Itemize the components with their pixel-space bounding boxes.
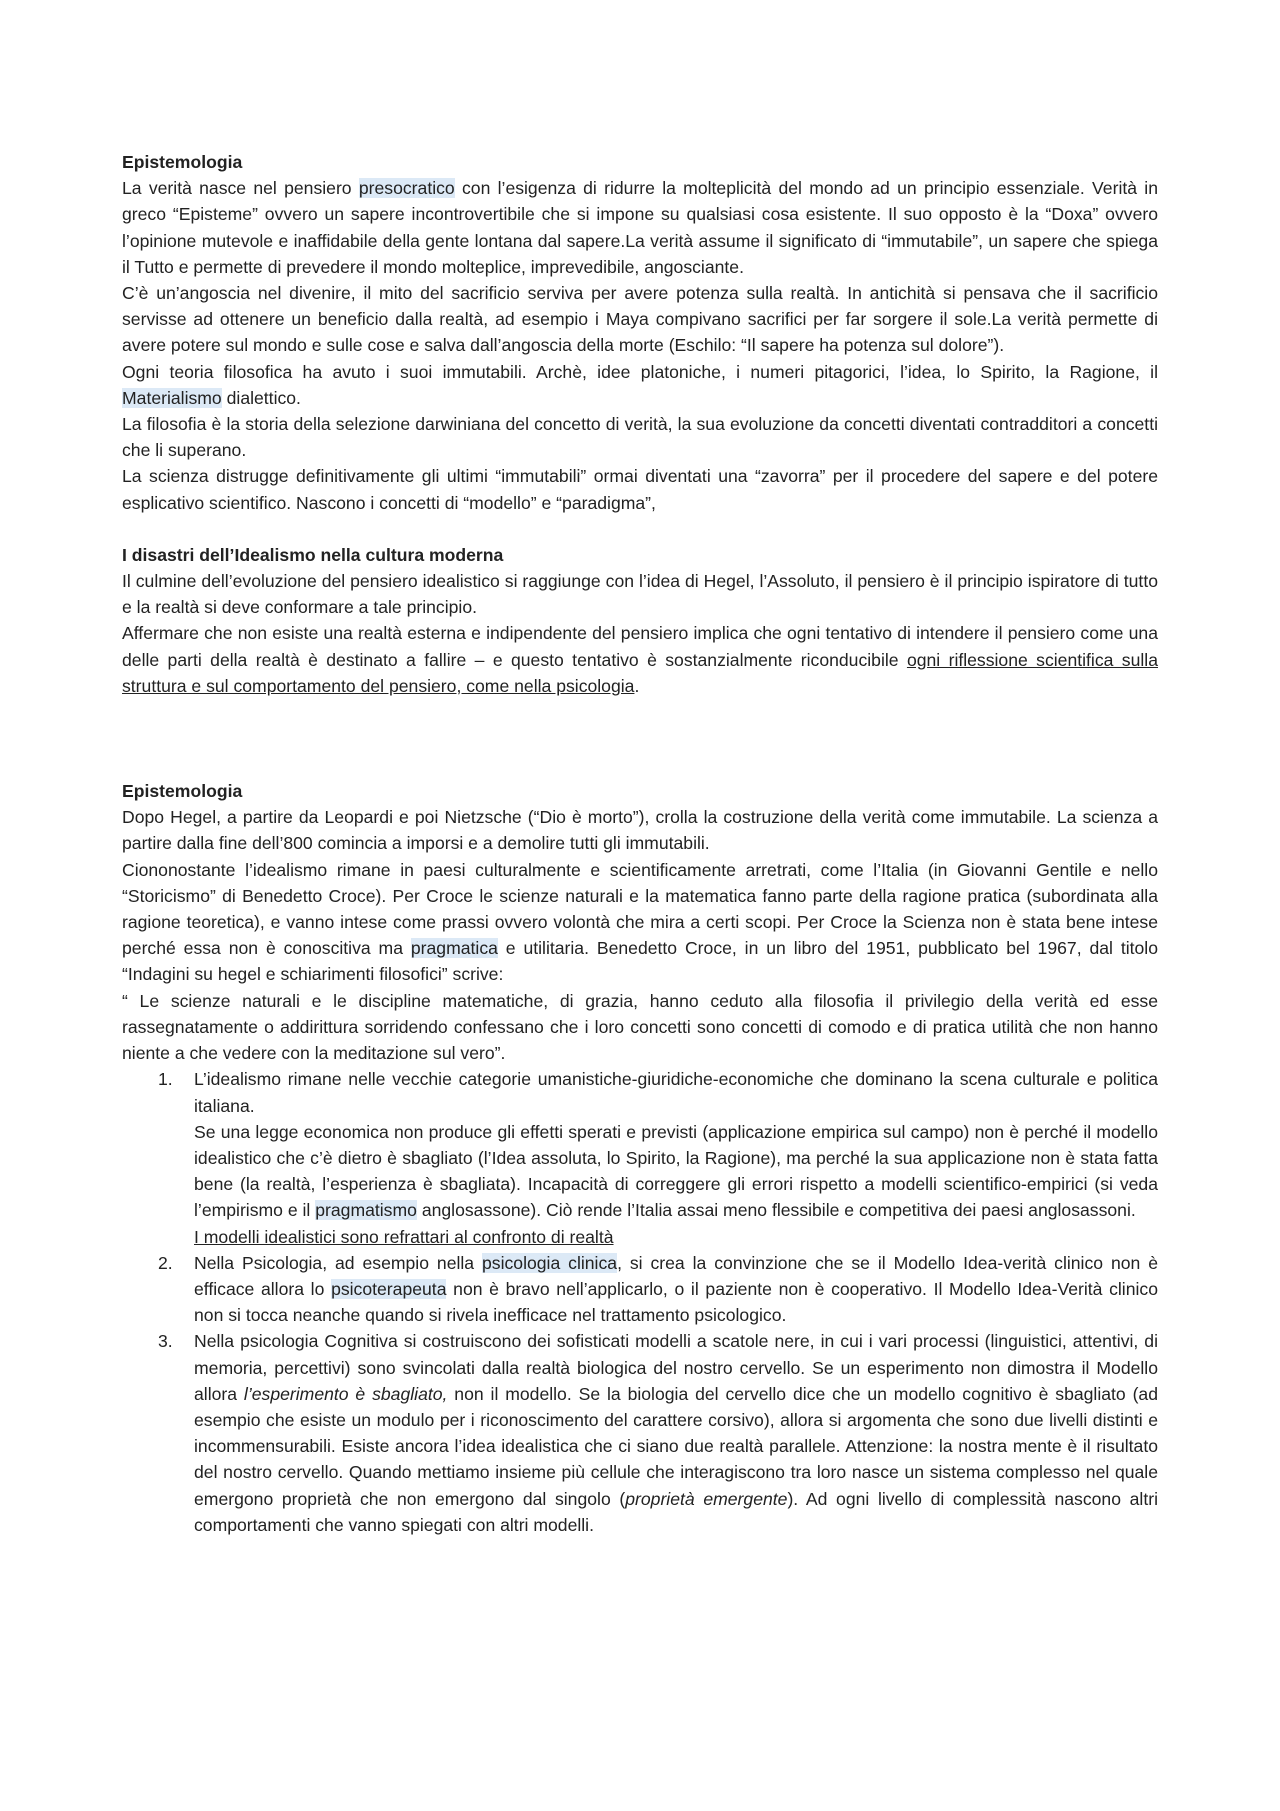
list-number: 3. bbox=[158, 1331, 173, 1352]
list-item-text: L’idealismo rimane nelle vecchie categorie umanistiche-giuridiche-economiche che dominano la scena culturale e politica italiana. bbox=[194, 1069, 1158, 1116]
highlight: psicologia clinica bbox=[482, 1252, 618, 1273]
section-heading-epistemologia-1: Epistemologia bbox=[122, 152, 243, 172]
text: dialettico. bbox=[221, 387, 301, 408]
text: non il modello. Se la biologia del cervello dice che un modello cognitivo è sbagliato (ad esempio che esiste un modulo per i riconoscimento del carattere corsivo), allora si argomenta che sono due livelli distinti e incommensurabili. Esiste ancora l’idea idealistica che ci siano due realtà parallele. Attenzione: la nostra mente è il risultato del nostro cervello. Quando mettiamo insieme più cellule che interagiscono tra loro nasce un sistema complesso nel quale emergono proprietà che non emergono dal singolo ( bbox=[194, 1383, 1159, 1509]
list-number: 1. bbox=[158, 1069, 173, 1090]
list-item-text bbox=[194, 1119, 1158, 1224]
paragraph bbox=[122, 857, 1158, 988]
text: Ogni teoria filosofica ha avuto i suoi immutabili. Archè, idee platoniche, i numeri pitagorici, l’idea, lo Spirito, la Ragione, il bbox=[122, 361, 1158, 382]
numbered-list bbox=[122, 1066, 1158, 1538]
paragraph: Il culmine dell’evoluzione del pensiero idealistico si raggiunge con l’idea di Hegel, l’Assoluto, il pensiero è il principio ispiratore di tutto e la realtà si deve conformare a tale principio. bbox=[122, 571, 1158, 618]
underlined-text: I modelli idealistici sono refrattari al confronto di realtà bbox=[194, 1226, 614, 1247]
spacer bbox=[122, 699, 1158, 778]
highlight: presocratico bbox=[358, 178, 455, 199]
text: . bbox=[634, 675, 640, 696]
paragraph: La filosofia è la storia della selezione darwiniana del concetto di verità, la sua evoluzione da concetti diventati contradditori a concetti che li superano. bbox=[122, 414, 1158, 461]
document-body bbox=[122, 149, 1158, 1538]
paragraph: Dopo Hegel, a partire da Leopardi e poi Nietzsche (“Dio è morto”), crolla la costruzione della verità come immutabile. La scienza a partire dalla fine dell’800 comincia a imporsi e a demolire tutti gli immutabili. bbox=[122, 807, 1158, 854]
paragraph: C’è un’angoscia nel divenire, il mito del sacrificio serviva per avere potenza sulla realtà. In antichità si pensava che il sacrificio servisse ad ottenere un beneficio dalla realtà, ad esempio i Maya compivano sacrifici per far sorgere il sole.La verità permette di avere potere sul mondo e sulle cose e salva dall’angoscia della morte (Eschilo: “Il sapere ha potenza sul dolore”). bbox=[122, 283, 1158, 356]
highlight: pragmatismo bbox=[315, 1200, 417, 1221]
text: ). Ad ogni livello di complessità nascono altri comportamenti che vanno spiegati con altri modelli. bbox=[194, 1488, 1158, 1535]
list-number: 2. bbox=[158, 1252, 173, 1273]
section-heading-idealismo: I disastri dell’Idealismo nella cultura moderna bbox=[122, 544, 504, 565]
highlight: Materialismo bbox=[122, 387, 222, 408]
section-heading-epistemologia-2: Epistemologia bbox=[122, 781, 243, 802]
list-item bbox=[122, 1066, 1158, 1249]
text: Nella psicologia Cognitiva si costruiscono dei sofisticati modelli a scatole nere, in cui i vari processi (linguistici, attentivi, di memoria, percettivi) sono svincolati dalla realtà biologica del nostro cervello. Se un esperimento non dimostra il Modello allora bbox=[194, 1331, 1158, 1404]
list-item bbox=[122, 1328, 1158, 1538]
list-item-text bbox=[194, 1224, 1158, 1250]
text: non è bravo nell’applicarlo, o il paziente non è cooperativo. Il Modello Idea-Verità clinico non si tocca neanche quando si rivela inefficace nel trattamento psicologico. bbox=[194, 1278, 1158, 1326]
paragraph bbox=[122, 175, 1158, 280]
text: , si crea la convinzione che se il Modello Idea-verità clinico non è efficace allora lo bbox=[194, 1252, 1159, 1299]
spacer bbox=[122, 516, 1158, 542]
quote: “ Le scienze naturali e le discipline matematiche, di grazia, hanno ceduto alla filosofia il privilegio della verità ed esse rassegnatamente o addirittura sorridendo confessano che i loro concetti sono concetti di comodo e di pratica utilità che non hanno niente a che vedere con la meditazione sul vero”. bbox=[122, 990, 1158, 1064]
highlight: pragmatica bbox=[410, 938, 498, 959]
list-item-text bbox=[194, 1328, 1158, 1538]
paragraph: La scienza distrugge definitivamente gli ultimi “immutabili” ormai diventati una “zavorra” per il procedere del sapere e del potere esplicativo scientifico. Nascono i concetti di “modello” e “paradigma”, bbox=[122, 466, 1158, 513]
underlined-text: ogni riflessione scientifica sulla struttura e sul comportamento del pensiero, come nella psicologia bbox=[122, 649, 1158, 696]
text: La verità nasce nel pensiero bbox=[122, 178, 359, 199]
text: con l’esigenza di ridurre la molteplicità del mondo ad un principio essenziale. Verità in greco “Episteme” ovvero un sapere incontrovertibile che si impone su qualsiasi cosa esistente. Il suo opposto è la “Doxa” ovvero l’opinione mutevole e inaffidabile della gente lontana dal sapere.La verità assume il significato di “immutabile”, un sapere che spiega il Tutto e permette di prevedere il mondo molteplice, imprevedibile, angosciante. bbox=[122, 178, 1158, 277]
highlight: psicoterapeuta bbox=[331, 1278, 447, 1299]
text: Ciononostante l’idealismo rimane in paesi culturalmente e scientificamente arretrati, come l’Italia (in Giovanni Gentile e nello “Storicismo” di Benedetto Croce). Per Croce le scienze naturali e la matematica fanno parte della ragione pratica (subordinata alla ragione teoretica), e vanno intese come prassi ovvero volontà che mira a certi scopi. Per Croce la Scienza non è stata bene intese perché essa non è conoscitiva ma bbox=[122, 859, 1158, 959]
text: Se una legge economica non produce gli effetti sperati e previsti (applicazione empirica sul campo) non è perché il modello idealistico che c’è dietro è sbagliato (l’Idea assoluta, lo Spirito, la Ragione), ma perché la sua applicazione non è stata fatta bene (la realtà, l’esperienza è sbagliata). Incapacità di correggere gli errori rispetto a modelli scientifico-empirici (si veda l’empirismo e il bbox=[194, 1121, 1158, 1221]
paragraph bbox=[122, 359, 1158, 411]
italic-text: proprietà emergente bbox=[625, 1488, 788, 1509]
italic-text: l’esperimento è sbagliato, bbox=[243, 1383, 448, 1404]
text: anglosassone). Ciò rende l’Italia assai meno flessibile e competitiva dei paesi anglosassoni. bbox=[416, 1200, 1136, 1221]
text: Nella Psicologia, ad esempio nella bbox=[194, 1252, 482, 1273]
text: Affermare che non esiste una realtà esterna e indipendente del pensiero implica che ogni tentativo di intendere il pensiero come una delle parti della realtà è destinato a fallire – e questo tentativo è sostanzialmente riconducibile bbox=[122, 623, 1158, 670]
list-item bbox=[122, 1250, 1158, 1329]
paragraph bbox=[122, 620, 1158, 699]
list-item-text bbox=[194, 1250, 1158, 1329]
text: e utilitaria. Benedetto Croce, in un libro del 1951, pubblicato bel 1967, dal titolo “Indagini su hegel e schiarimenti filosofici” scrive: bbox=[122, 938, 1158, 985]
